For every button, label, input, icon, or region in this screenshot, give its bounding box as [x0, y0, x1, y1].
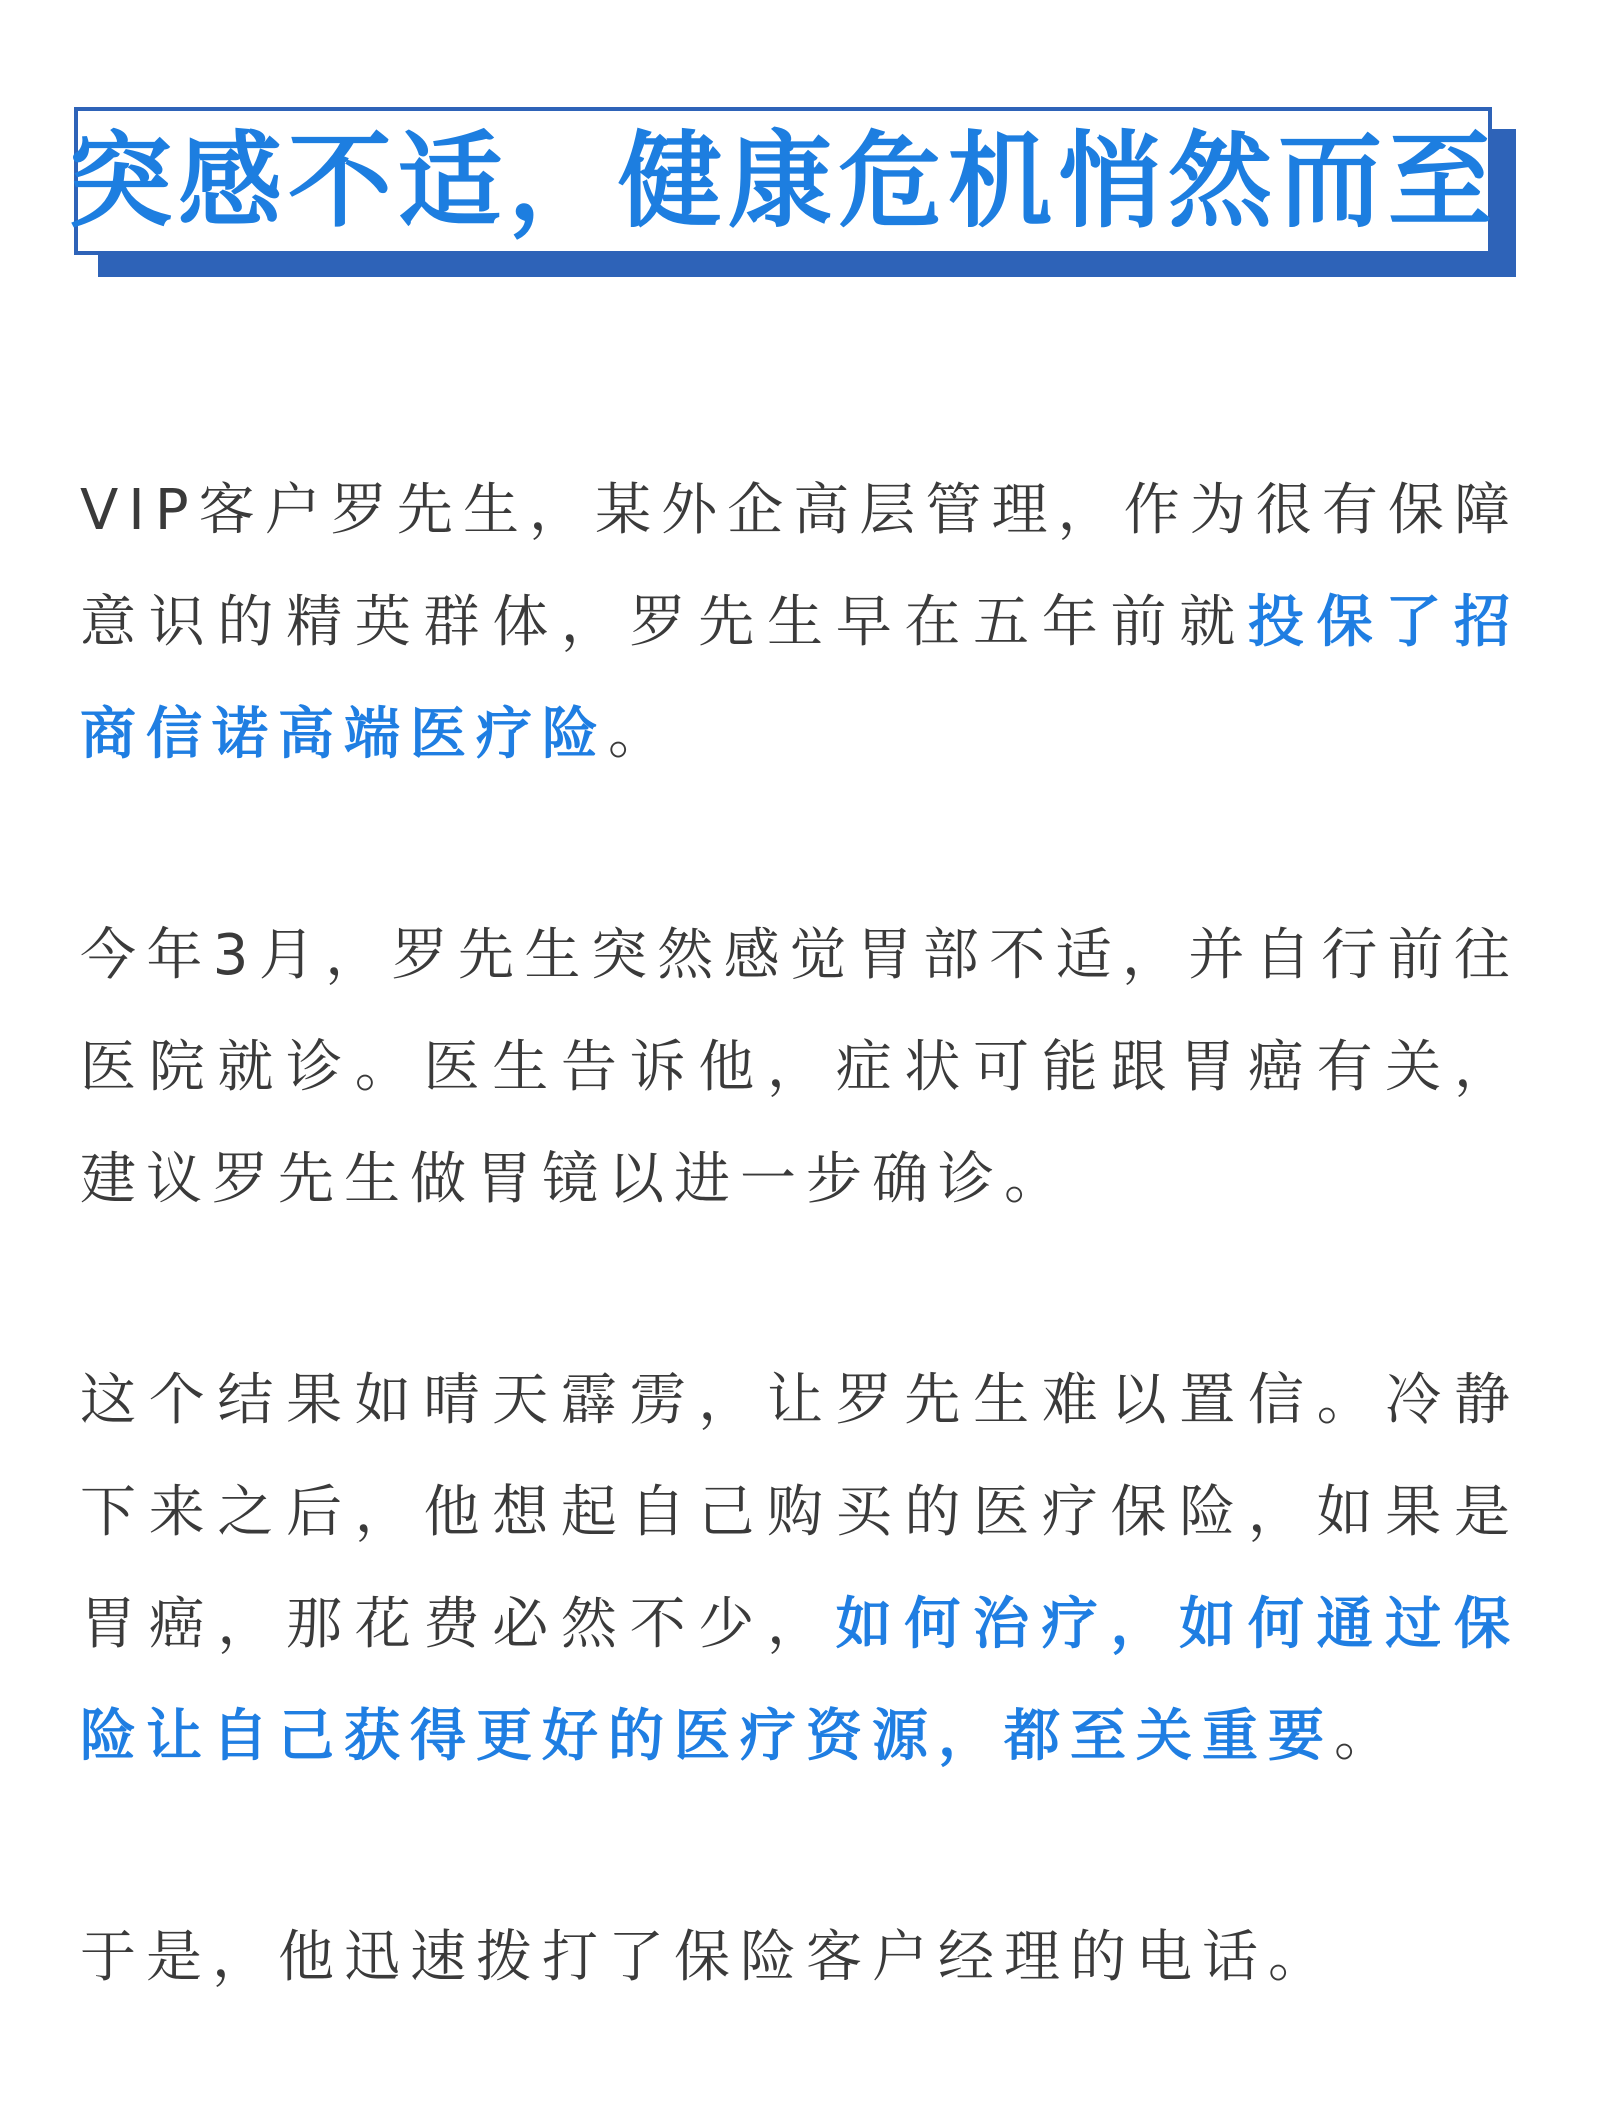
paragraph-3-highlight: 如何治疗，如何通过保险让自己获得更好的医疗资源，都至关重要	[80, 1592, 1521, 1769]
paragraph-1	[80, 455, 1520, 791]
paragraph-3	[80, 1345, 1520, 1793]
paragraph-4-text: 于是，他迅速拨打了保险客户经理的电话。	[80, 1925, 1334, 1990]
paragraph-1-text: VIP客户罗先生，某外企高层管理，作为很有保障意识的精英群体，罗先生早在五年前就	[80, 478, 1520, 655]
paragraph-2	[80, 900, 1520, 1236]
title-frame	[68, 107, 1499, 255]
paragraph-1-highlight: 投保了招商信诺高端医疗险	[80, 590, 1521, 767]
paragraph-2-text: 今年3月，罗先生突然感觉胃部不适，并自行前往医院就诊。医生告诉他，症状可能跟胃癌有关，建议罗先生做胃镜以进一步确诊。	[80, 923, 1520, 1212]
title-banner	[68, 107, 1499, 255]
paragraph-1-end: 。	[608, 702, 674, 767]
paragraph-3-end: 。	[1334, 1704, 1400, 1769]
page-title: 突感不适，健康危机悄然而至	[68, 120, 1499, 242]
paragraph-4	[80, 1902, 1520, 2014]
paragraph-3-text: 这个结果如晴天霹雳，让罗先生难以置信。冷静下来之后，他想起自己购买的医疗保险，如果是胃癌，那花费必然不少，	[80, 1368, 1520, 1657]
